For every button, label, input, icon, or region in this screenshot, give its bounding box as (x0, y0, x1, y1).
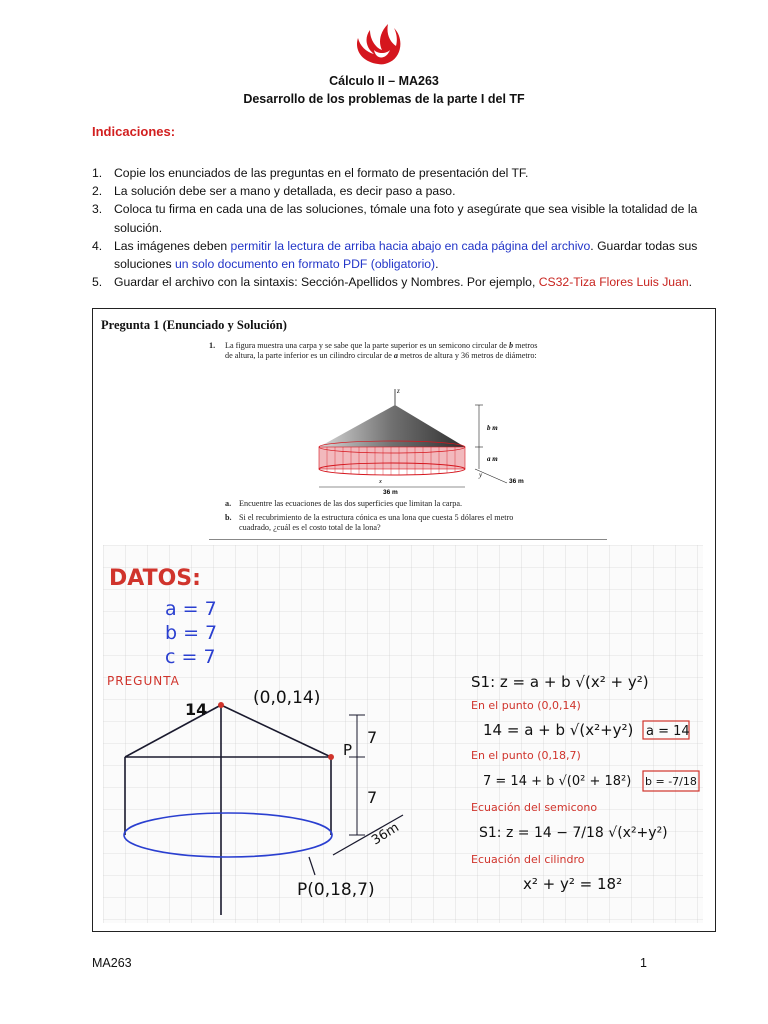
list-item (92, 200, 708, 236)
item-text: Guardar el archivo con la sintaxis: Sección-Apellidos y Nombres. Por ejemplo, (114, 275, 539, 290)
point-2-heading: En el punto (0,18,7) (471, 749, 581, 762)
depth-label: 36 m (509, 478, 524, 485)
result-a: a = 14 (646, 724, 690, 739)
top-height-label: 14 (185, 700, 208, 719)
equation-1: 14 = a + b √(x²+y²) (483, 721, 634, 739)
item-text: Copie los enunciados de las preguntas en el formato de presentación del TF. (114, 166, 529, 180)
top-point-label: (0,0,14) (253, 688, 321, 708)
value-a: a = 7 (165, 598, 217, 620)
value-c: c = 7 (165, 646, 216, 668)
course-title: Cálculo II – MA263 (329, 74, 439, 88)
question-title: Pregunta 1 (Enunciado y Solución) (101, 318, 287, 332)
problem-statement (209, 337, 607, 540)
instructions-heading: Indicaciones: (92, 124, 176, 139)
cylinder-heading: Ecuación del cilindro (471, 853, 585, 866)
result-b: b = -7/18 (645, 775, 697, 788)
list-item (92, 273, 708, 291)
part-b-text-1: Si el recubrimiento de la estructura cónica es una lona que cuesta 5 dólares el metro (239, 513, 514, 522)
cylinder-equation: x² + y² = 18² (523, 875, 623, 893)
university-logo (352, 20, 404, 66)
tent-figure (279, 385, 539, 495)
diameter-label: 36 m (383, 489, 398, 495)
item-text: . (688, 275, 693, 290)
statement-line-1: La figura muestra una carpa y se sabe que la parte superior es un semicono circular de b metros (225, 341, 538, 350)
item-number: 5. (92, 275, 103, 290)
datos-heading: DATOS: (109, 566, 201, 591)
item-number: 1. (92, 166, 103, 180)
item-number: 3. (92, 202, 103, 217)
equation-2: 7 = 14 + b √(0² + 18²) (483, 774, 632, 789)
item-text: . (435, 257, 439, 272)
list-item (92, 237, 708, 273)
diameter-handwritten: 36m (369, 820, 402, 849)
point-p-coords: P(0,18,7) (297, 880, 375, 900)
list-item (92, 182, 708, 200)
question-box (92, 308, 716, 932)
point-p-label: P (343, 741, 353, 759)
b-height-label: b m (487, 424, 498, 432)
point-1-heading: En el punto (0,0,14) (471, 699, 581, 712)
part-b-text-2: cuadrado, ¿cuál es el costo total de la lona? (239, 523, 381, 532)
cylinder-height-label: 7 (367, 788, 378, 807)
item-number: 2. (92, 184, 103, 199)
cone-general-equation: S1: z = a + b √(x² + y²) (471, 673, 649, 691)
item-highlight: un solo documento en formato PDF (obligatorio) (174, 257, 436, 272)
handwritten-solution (103, 545, 703, 923)
item-text: Coloca tu firma en cada una de las soluciones, tómale una foto y asegúrate que sea visible la totalidad de la solución. (114, 202, 698, 235)
problem-number: 1. (209, 341, 216, 350)
item-text: Las imágenes deben (114, 238, 231, 253)
part-a-text: Encuentre las ecuaciones de las dos superficies que limitan la carpa. (239, 499, 463, 508)
pregunta-heading: PREGUNTA (107, 674, 180, 688)
document-subtitle: Desarrollo de los problemas de la parte I del TF (243, 92, 525, 106)
item-text: La solución debe ser a mano y detallada, es decir paso a paso. (114, 184, 456, 199)
instructions-list (92, 164, 708, 291)
semicone-heading: Ecuación del semicono (471, 801, 598, 814)
a-height-label: a m (487, 455, 498, 463)
item-example: CS32-Tiza Flores Luis Juan (538, 275, 689, 290)
item-number: 4. (92, 238, 103, 253)
footer-course-code: MA263 (92, 956, 132, 970)
z-axis-label: z (397, 387, 400, 395)
y-axis-label: y (479, 471, 483, 479)
semicone-equation: S1: z = 14 − 7/18 √(x²+y²) (479, 825, 668, 841)
cone-height-label: 7 (367, 728, 378, 747)
part-b-letter: b. (225, 513, 232, 522)
part-a-letter: a. (225, 499, 232, 508)
item-text: . Guardar todas sus soluciones (114, 238, 698, 272)
page-number: 1 (640, 956, 647, 970)
list-item (92, 164, 708, 182)
value-b: b = 7 (165, 622, 218, 644)
item-highlight: permitir la lectura de arriba hacia abajo en cada página del archivo (230, 238, 591, 253)
x-axis-label: x (379, 478, 382, 485)
statement-line-2: de altura, la parte inferior es un cilindro circular de a metros de altura y 36 metros de diámetro: (225, 351, 537, 360)
